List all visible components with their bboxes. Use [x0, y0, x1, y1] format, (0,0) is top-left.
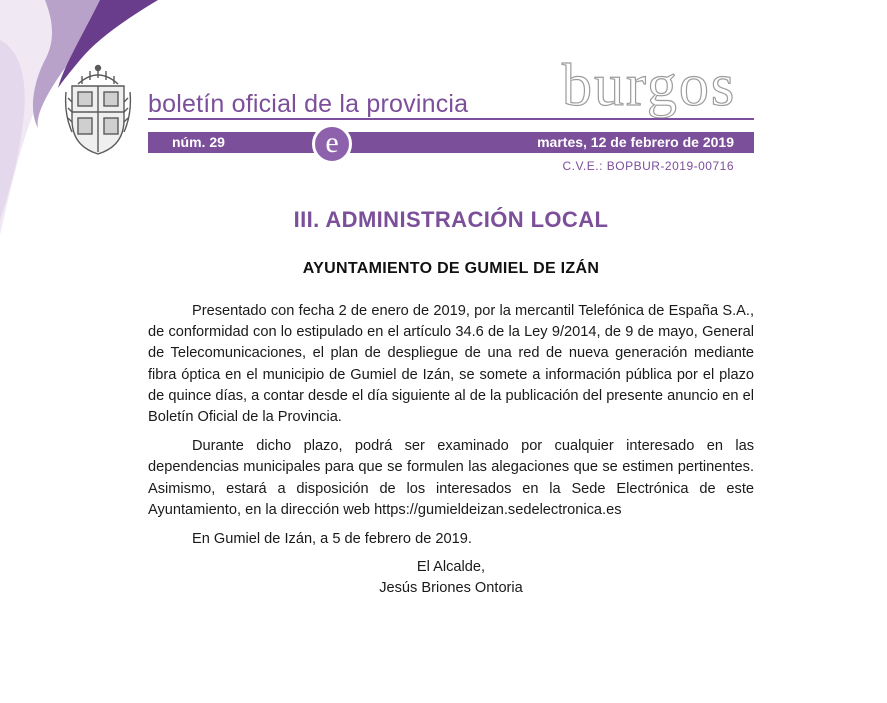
issue-number: núm. 29 [172, 134, 225, 150]
e-edition-logo-icon: e [312, 124, 352, 164]
signer-name: Jesús Briones Ontoria [379, 580, 523, 596]
paragraph-2: Durante dicho plazo, podrá ser examinado por cualquier interesado en las dependencias municipales para que se formulen las alegaciones que se estimen pertinentes. Asimismo, estará a disposición de los interesados en la Sede Electrónica de este Ayuntamiento, en la dirección web https://gumieldeizan.sedelectronica.es [148, 438, 754, 518]
cve-code: C.V.E.: BOPBUR-2019-00716 [562, 159, 734, 173]
announcement-body [148, 301, 754, 558]
title-underline-rule [148, 118, 754, 120]
paragraph-1: Presentado con fecha 2 de enero de 2019, por la mercantil Telefónica de España S.A., de conformidad con lo estipulado en el artículo 34.6 de la Ley 9/2014, de 9 de mayo, General de Telecomunicaciones, el plan de despliegue de una red de nueva generación mediante fibra óptica en el municipio de Gumiel de Izán, se somete a información pública por el plazo de quince días, a contar desde el día siguiente al de la publicación del presente anuncio en el Boletín Oficial de la Provincia. [148, 303, 754, 426]
place-and-date: En Gumiel de Izán, a 5 de febrero de 2019. [192, 531, 472, 548]
publication-title: boletín oficial de la provincia [148, 90, 469, 118]
entity-heading: AYUNTAMIENTO DE GUMIEL DE IZÁN [302, 260, 600, 277]
issue-date: martes, 12 de febrero de 2019 [537, 134, 734, 150]
section-heading: III. ADMINISTRACIÓN LOCAL [293, 207, 609, 232]
coat-of-arms-icon [64, 62, 132, 156]
signature-block [0, 557, 887, 599]
signer-title: El Alcalde, [416, 559, 486, 575]
province-wordmark: burgos [562, 52, 737, 118]
